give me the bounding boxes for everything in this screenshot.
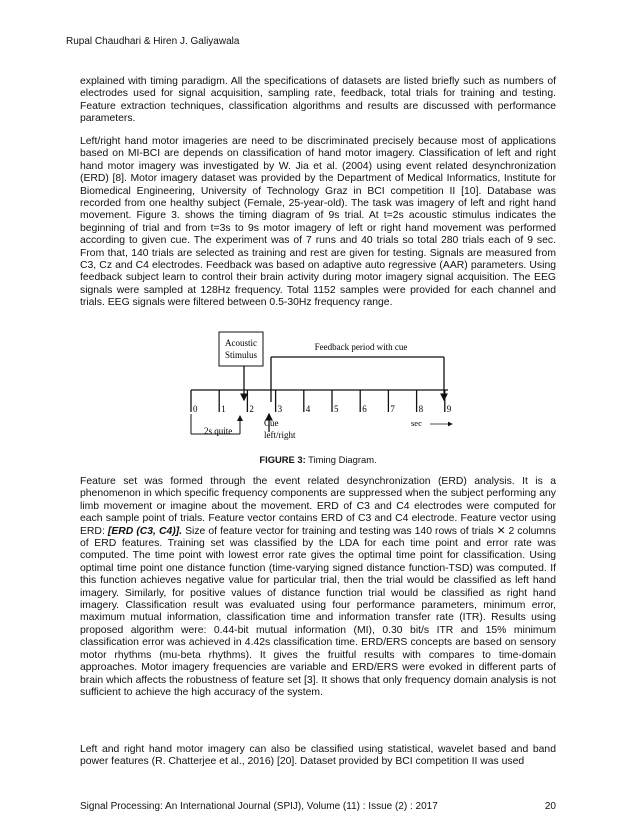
stimulus-label-1: Acoustic <box>225 338 257 348</box>
paragraph-3-part-a: Feature set was formed through the event related desynchronization (ERD) analysis. It is a phenomenon in which specific frequency components are suppressed when the subject performing any limb movement or imagine about the movement. ERD of C3 and C4 electrodes were computed for each sample point of trials. Feature vector contains ERD of C3 and C4 electrode. Feature vector using ERD: <box>80 476 556 537</box>
tick-label-0: 0 <box>193 404 198 414</box>
tick-label-4: 4 <box>305 404 311 414</box>
quite-label: 2s quite <box>204 426 233 436</box>
figure-caption <box>80 454 556 465</box>
paragraph-3 <box>80 476 556 699</box>
caption-label: FIGURE 3: <box>259 454 306 465</box>
cue-label-2: left/right <box>264 430 296 440</box>
running-header: Rupal Chaudhari & Hiren J. Galiyawala <box>66 36 240 47</box>
sec-label: sec <box>411 418 422 428</box>
feedback-label: Feedback period with cue <box>314 342 408 352</box>
paragraph-1: explained with timing paradigm. All the specifications of datasets are listed briefly such as numbers of electrodes used for signal acquisition, sampling rate, feedback, total trials for training and testing. Feature extraction techniques, classification algorithms and results are discussed with performance parameters. <box>80 76 556 125</box>
stimulus-label-2: Stimulus <box>224 350 258 360</box>
tick-label-2: 2 <box>249 404 254 414</box>
paragraph-4: Left and right hand motor imagery can also be classified using statistical, wavelet based and band power features (R. Chatterjee et al., 2016) [20]. Dataset provided by BCI competition II was used <box>80 744 556 768</box>
tick-label-7: 7 <box>390 404 395 414</box>
caption-text: Timing Diagram. <box>305 454 377 465</box>
tick-label-6: 6 <box>362 404 367 414</box>
timing-diagram <box>186 328 466 443</box>
cue-label-1: Cue <box>264 418 279 428</box>
page-number: 20 <box>544 801 556 812</box>
paragraph-2: Left/right hand motor imageries are need to be discriminated precisely because most of applications based on MI-BCI are depends on classification of hand motor imagery. Classification of left and right hand motor imagery was investigated by W. Jia et al. (2004) using event related desynchronization (ERD) [8]. Motor imagery dataset was provided by the Department of Medical Informatics, Institute for Biomedical Engineering, University of Technology Graz in BCI competition II [10]. Database was recorded from one healthy subject (Female, 25-year-old). The task was imagery of left and right hand movement. Figure 3. shows the timing diagram of 9s trial. At t=2s acoustic stimulus indicates the beginning of trial and from t=3s to 9s motor imagery of left or right hand movement was performed according to given cue. The experiment was of 7 runs and 40 trials so total 280 trials each of 9 sec. From that, 140 trials are selected as training and rest are given for testing. Signals are measured from C3, Cz and C4 electrodes. Feedback was based on adaptive auto regressive (AAR) parameters. Using feedback subject learn to control their brain activity during motor imagery signal acquisition. The EEG signals were sampled at 128Hz frequency. Total 1152 samples were provided for each channel and trials. EEG signals were filtered between 0.5-30Hz frequency range. <box>80 136 556 309</box>
paragraph-3-part-b: Size of feature vector for training and testing was 140 rows of trials <box>182 525 497 537</box>
tick-label-5: 5 <box>334 404 339 414</box>
tick-group <box>191 390 452 414</box>
erd-formula: [ERD (C3, C4)]. <box>107 525 183 537</box>
tick-label-1: 1 <box>221 404 226 414</box>
tick-label-8: 8 <box>418 404 424 414</box>
journal-citation: Signal Processing: An International Journal (SPIJ), Volume (11) : Issue (2) : 2017 <box>80 801 438 812</box>
paragraph-3-part-c: 2 columns of ERD features. Training set was classified by the LDA for each time point and error rate was computed. The time point with lowest error rate gives the optimal time point for classification. Using optimal time point one distance function (time-varying signed distance function-TSD) was computed. If this function achieves negative value for particular trial, then the trial would be classified as left hand imagery. Similarly, for positive values of distance function trial would be classified as right hand imagery. Classification result was evaluated using four performance parameters, minimum error, maximum mutual information, classification time and information transfer rate (ITR). Results using proposed algorithm were: 0.44-bit mutual information (MI), 0.30 bit/s ITR and 15% minimum classification error was achieved in 4.42s classification time. ERD/ERS concepts are based on sensory motor rhythms (mu-beta rhythms). It gives the fruitful results with compares to time-domain approaches. Motor imagery frequencies are variable and ERD/ERS were evoked in different parts of brain which affects the robustness of feature set [3]. It shows that only frequency domain analysis is not sufficient to achieve the high accuracy of the system. <box>80 525 556 698</box>
tick-label-9: 9 <box>446 404 452 414</box>
tick-label-3: 3 <box>277 404 283 414</box>
page-footer <box>80 801 556 812</box>
times-symbol: ✕ <box>496 525 506 537</box>
timing-diagram-svg <box>186 328 466 443</box>
